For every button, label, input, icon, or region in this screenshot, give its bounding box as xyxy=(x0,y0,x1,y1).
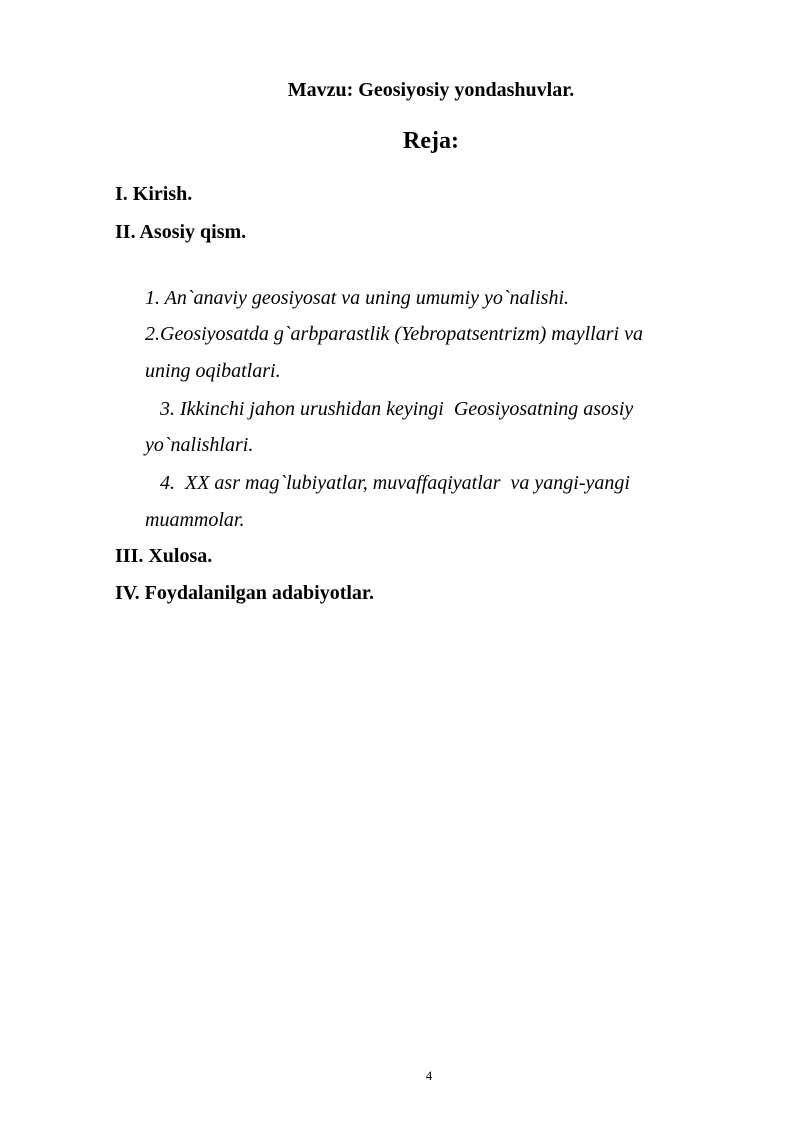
subitem-line: 1. An`anaviy geosiyosat va uning umumiy yo`nalishi. xyxy=(145,287,570,309)
subitem-line: 4. XX asr mag`lubiyatlar, muvaffaqiyatlar va yangi-yangi xyxy=(145,472,630,494)
subitem-line: yo`nalishlari. xyxy=(145,434,254,456)
subitem-line: uning oqibatlari. xyxy=(145,360,281,382)
plan-heading: Reja: xyxy=(403,128,459,154)
section-references: IV. Foydalanilgan adabiyotlar. xyxy=(115,582,374,604)
section-main-part: II. Asosiy qism. xyxy=(115,221,247,243)
document-title: Mavzu: Geosiyosiy yondashuvlar. xyxy=(287,79,575,101)
section-conclusion: III. Xulosa. xyxy=(115,545,213,567)
subitem-line: 3. Ikkinchi jahon urushidan keyingi Geosiyosatning asosiy xyxy=(145,398,634,420)
subitem-line: muammolar. xyxy=(145,509,245,531)
page-number: 4 xyxy=(425,1068,433,1083)
section-introduction: I. Kirish. xyxy=(115,183,193,205)
subitem-line: 2.Geosiyosatda g`arbparastlik (Yebropatsentrizm) mayllari va xyxy=(145,323,643,345)
